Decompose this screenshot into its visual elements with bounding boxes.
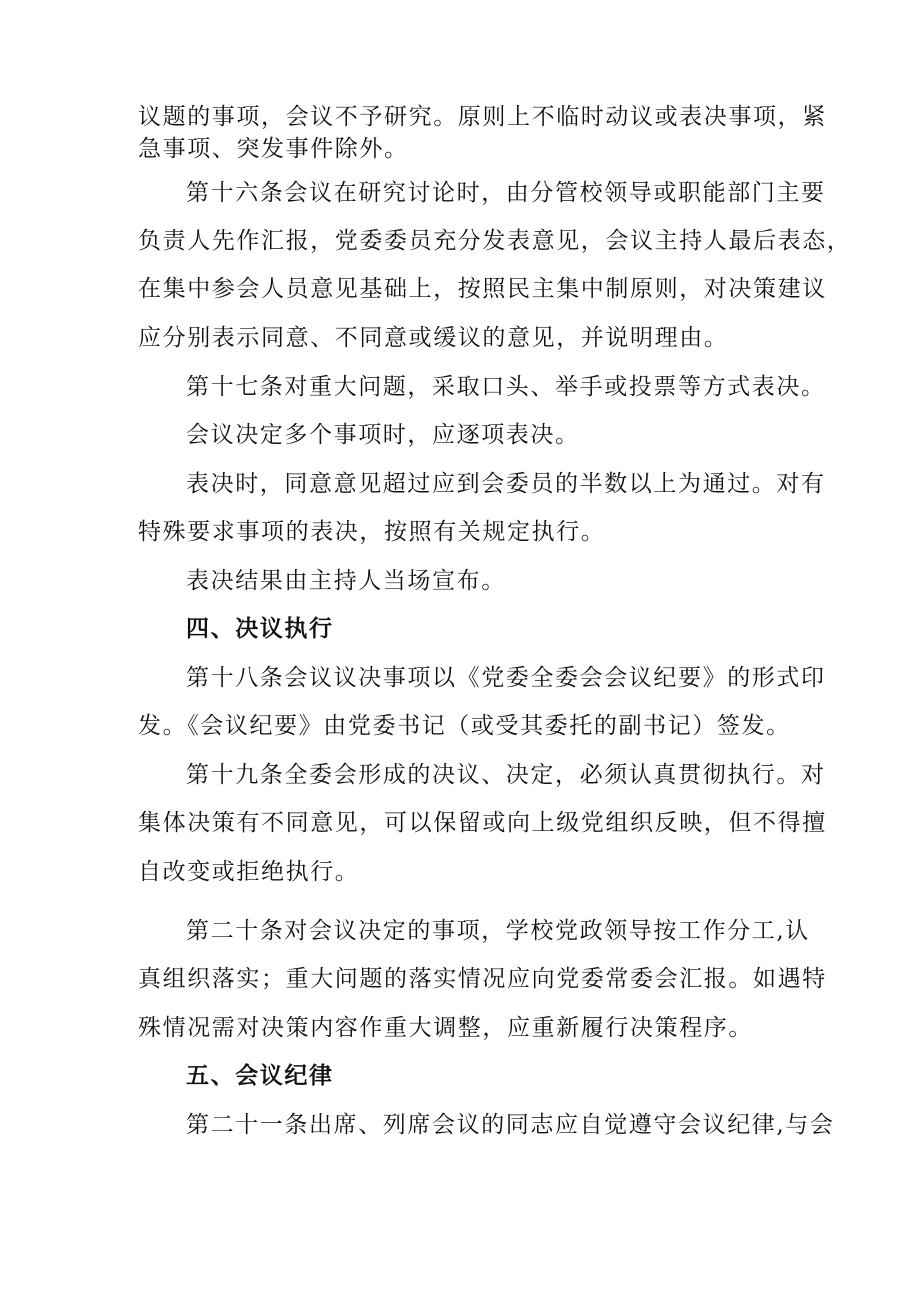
paragraph-article-19: 第十九条全委会形成的决议、决定，必须认真贯彻执行。对 <box>186 762 826 788</box>
text-line: 表决结果由主持人当场宣布。 <box>186 568 506 594</box>
paragraph-article-16: 第十六条会议在研究讨论时，由分管校领导或职能部门主要 <box>186 180 826 206</box>
text-line: 表决时，同意意见超过应到会委员的半数以上为通过。对有 <box>186 471 826 497</box>
text-line: 殊情况需对决策内容作重大调整，应重新履行决策程序。 <box>138 1015 753 1041</box>
section-heading-resolution-execution: 四、决议执行 <box>186 616 334 642</box>
paragraph-article-18: 第十八条会议议决事项以《党委全委会会议纪要》的形式印 <box>186 665 826 691</box>
text-line: 会议决定多个事项时，应逐项表决。 <box>186 422 580 448</box>
section-heading-meeting-discipline: 五、会议纪律 <box>186 1063 334 1089</box>
text-line: 自改变或拒绝执行。 <box>138 859 360 885</box>
text-line: 发。《会议纪要》由党委书记（或受其委托的副书记）签发。 <box>138 713 791 739</box>
text-line: 特殊要求事项的表决，按照有关规定执行。 <box>138 519 606 545</box>
paragraph-article-21: 第二十一条出席、列席会议的同志应自觉遵守会议纪律,与会 <box>186 1112 835 1138</box>
paragraph-article-17: 第十七条对重大问题，采取口头、举手或投票等方式表决。 <box>186 374 826 400</box>
paragraph-article-20: 第二十条对会议决定的事项，学校党政领导按工作分工,认 <box>186 918 810 944</box>
text-line: 议题的事项，会议不予研究。原则上不临时动议或表决事项，紧 <box>138 104 827 130</box>
text-line: 真组织落实；重大问题的落实情况应向党委常委会汇报。如遇特 <box>138 966 827 992</box>
text-line: 负责人先作汇报，党委委员充分发表意见，会议主持人最后表态， <box>138 228 852 254</box>
text-line: 在集中参会人员意见基础上，按照民主集中制原则，对决策建议 <box>138 276 827 302</box>
text-line: 集体决策有不同意见，可以保留或向上级党组织反映，但不得擅 <box>138 810 827 836</box>
text-line: 急事项、突发事件除外。 <box>138 136 409 162</box>
text-line: 应分别表示同意、不同意或缓议的意见，并说明理由。 <box>138 325 729 351</box>
